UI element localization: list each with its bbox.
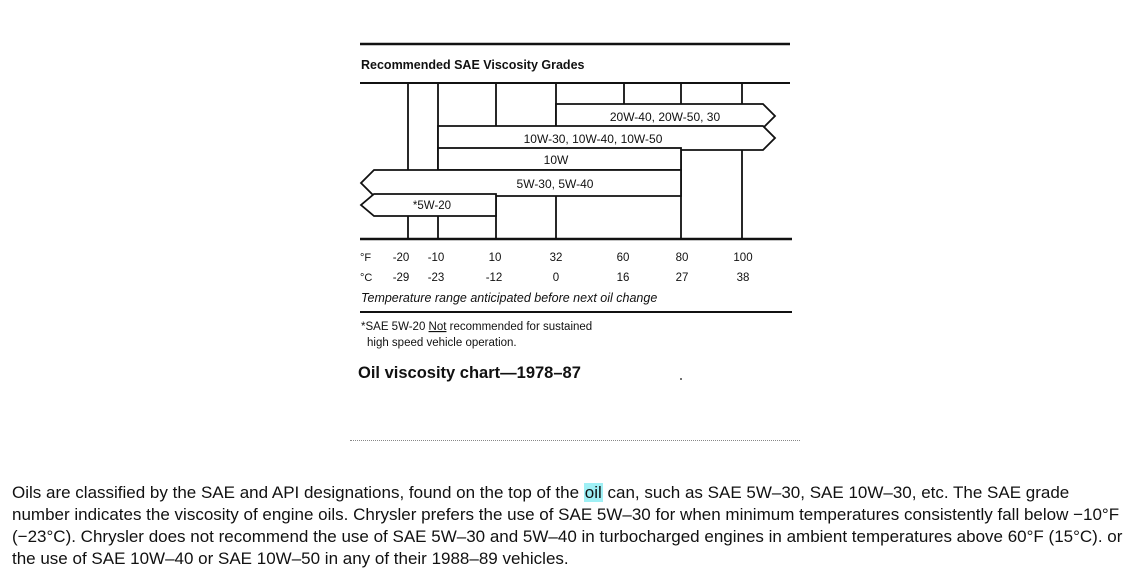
celsius-values [393,272,750,284]
fahrenheit-tick: 60 [616,252,630,264]
celsius-unit: °C [360,272,373,284]
axis-caption: Temperature range anticipated before next oil change [361,291,658,305]
search-highlight: oil [584,483,602,502]
fahrenheit-tick: 32 [549,252,563,264]
paragraph-after: can, such as SAE 5W–30, SAE 10W–30, etc. The SAE grade number indicates the viscosity of engine oils. Chrysler prefers the use of SAE 5W–30 for when minimum temperatures consistently fall below −10°F (−23°C). Chrysler does not recommend the use of SAE 5W–30 and 5W–40 in turbocharged engines in ambient temperatures above 60°F (15°C). or the use of SAE 10W–40 or SAE 10W–50 in any of their 1988–89 vehicles. [12,483,1123,568]
fahrenheit-tick: 80 [675,252,689,264]
footnote-line-2: high speed vehicle operation. [367,337,517,349]
band-label: 10W [543,153,569,167]
footnote-line-1 [361,321,592,333]
fahrenheit-tick: -10 [427,252,445,264]
fahrenheit-tick: 10 [488,252,502,264]
band-label: *5W-20 [412,200,452,212]
celsius-tick: 16 [616,272,630,284]
celsius-tick: -12 [485,272,503,284]
fahrenheit-values [393,252,753,264]
band-label: 10W-30, 10W-40, 10W-50 [523,132,663,146]
paragraph-before: Oils are classified by the SAE and API designations, found on the top of the [12,483,584,502]
body-paragraph [12,482,1130,570]
band-label: 5W-30, 5W-40 [516,177,594,191]
celsius-tick: -23 [427,272,445,284]
fahrenheit-tick: 100 [733,252,753,264]
celsius-tick: 38 [736,272,750,284]
stray-dot [680,378,682,380]
band-label: 20W-40, 20W-50, 30 [609,110,721,124]
footnote-prefix: *SAE 5W-20 [361,321,429,333]
section-divider [350,440,800,441]
figure-caption: Oil viscosity chart—1978–87 [358,364,581,382]
footnote-suffix: recommended for sustained [446,321,593,333]
celsius-tick: 27 [675,272,689,284]
footnote-not: Not [428,321,447,333]
celsius-tick: -29 [392,272,410,284]
fahrenheit-unit: °F [360,252,372,264]
fahrenheit-tick: -20 [392,252,410,264]
chart-heading: Recommended SAE Viscosity Grades [361,58,585,72]
celsius-tick: 0 [552,272,560,284]
